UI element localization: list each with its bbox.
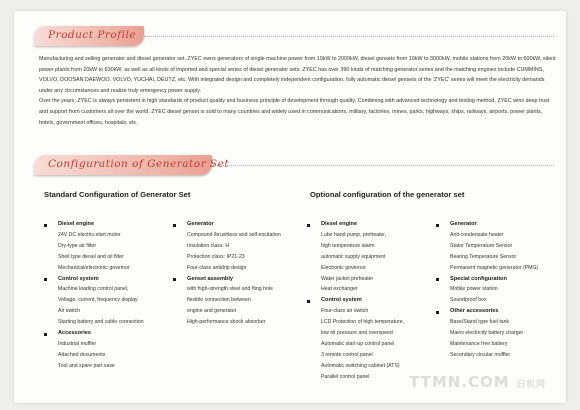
config-list-item: Insulation class: H xyxy=(187,242,230,249)
bullet-icon xyxy=(44,333,47,336)
config-list-item: Air switch xyxy=(58,308,81,315)
bullet-icon xyxy=(307,224,310,227)
optional-config-heading: Optional configuration of the generator set xyxy=(310,190,465,199)
config-group-heading: Diesel engine xyxy=(321,221,358,227)
config-list-item: Four-class air switch xyxy=(321,308,369,315)
config-list-item: engine and generator xyxy=(187,308,237,315)
config-group-heading: Accessories xyxy=(58,330,91,336)
configuration-banner xyxy=(34,155,230,175)
config-group-heading: Generator xyxy=(187,221,214,227)
config-list-item: Mechanical/electronic governor xyxy=(58,264,130,271)
profile-paragraph: Over the years, ZYEC is always persistent in high standards of product quality and business principle of development through quality. Combining with advanced technology and testing method, ZYEC wins deep trust and support from customers all over the world. ZYEC diesel genset is sold to many countries and widely used in communications, military, factories, mines, parks, highways, ships, railways, airports, power plants, hotels, government offices, hospitals, etc. xyxy=(39,98,550,126)
product-profile-text xyxy=(39,54,557,128)
bullet-icon xyxy=(173,224,176,227)
config-group-heading: Generator xyxy=(450,221,477,227)
config-list-item: Base/Stand type fuel tank xyxy=(450,319,510,326)
config-list-item: Soundproof box xyxy=(450,297,487,304)
config-list-item: Secondary circular muffler xyxy=(450,351,511,358)
config-list-item: Permanent magnetic generator (PMG) xyxy=(450,264,539,271)
bullet-icon xyxy=(173,278,176,281)
bullet-icon xyxy=(436,311,439,314)
config-group-heading: Other accessories xyxy=(450,308,499,315)
config-list-item: Protection class: IP21-23 xyxy=(187,253,245,260)
product-profile-title: Product Profile xyxy=(48,29,137,41)
config-list-item: Attached documents xyxy=(58,351,106,358)
config-list-item: Machine loading control panel, xyxy=(58,286,129,293)
config-list-item: Heat exchanger xyxy=(321,286,358,293)
watermark-text: TTMN.COM xyxy=(409,373,510,391)
config-list-item: Water jacket preheater xyxy=(321,275,374,282)
brochure-page xyxy=(14,11,566,403)
configuration-rule xyxy=(212,165,554,166)
watermark-subtext: 旧机网 xyxy=(515,380,546,390)
config-list-item: Dry-type air filter xyxy=(58,242,97,249)
config-list-item: high temperature alarm xyxy=(321,242,375,249)
config-group-heading: Control system xyxy=(321,297,362,304)
config-list-item: automatic supply equipment xyxy=(321,253,386,260)
config-list-item: Tool and spare part case xyxy=(58,362,115,369)
profile-paragraph: Manufacturing and selling generator and diesel generator set, ZYEC owns generators of single-machine power from 10kW to 2000kW, diesel gensets from 10kW to 3000kW, mobile stations from 20kW to 600kW, silent power plants from 20kW to 630kW, as well as all kinds of imported and special series of diesel generator sets. ZYEC has over 390 kinds of matching generator series and the matching engines include CUMMINS, VOLVO, DOOSAN DAEWOO, VOLVO, YUCHAI, DEUTZ, etc. With integrated design and completely independent configuration, fully automatic diesel gensets of the 'ZYEC' series will meet the electricity demands under any circumstances and realize truly emergency power supply. xyxy=(39,56,556,94)
config-list-item: 3 remote control panel xyxy=(321,351,373,358)
config-list-item: 24V DC electric-start motor xyxy=(58,231,121,238)
config-list-item: High-performance shock absorber xyxy=(187,319,266,326)
config-list-item: Shell type diesel and oil filter xyxy=(58,253,124,260)
config-list-item: Automatic switching cabinet (ATS) xyxy=(321,362,400,369)
config-list-item: Lube hand pump, preheater, xyxy=(321,231,387,238)
product-profile-rule xyxy=(144,36,554,37)
product-profile-banner xyxy=(34,26,144,46)
config-list-item: Compound /brushless and self-excitation xyxy=(187,231,281,238)
config-group-heading: Special configuration xyxy=(450,275,507,282)
config-list-item: Mobile power station xyxy=(450,286,498,293)
config-list-item: Electronic governor xyxy=(321,264,366,271)
bullet-icon xyxy=(44,224,47,227)
bullet-icon xyxy=(436,278,439,281)
config-list-item: Maintenance free battery xyxy=(450,340,508,347)
bullet-icon xyxy=(307,300,310,303)
bullet-icon xyxy=(436,224,439,227)
config-list-item: LCD Protection of high temperature, xyxy=(321,319,405,326)
config-list-item: Mains electricity battery charger xyxy=(450,330,524,336)
config-list-item: Anti-condensate heater xyxy=(450,231,504,238)
config-list-item: Industrial muffler xyxy=(58,340,97,347)
config-list-item: Starting battery and cable connection xyxy=(58,319,144,326)
config-group-heading: Diesel engine xyxy=(58,221,95,227)
bullet-icon xyxy=(44,278,47,281)
config-list-item: Parallel control panel xyxy=(321,373,370,380)
site-watermark xyxy=(409,373,546,391)
config-list-item: with high-strength steel and fting hole xyxy=(187,286,273,293)
config-list-item: Stator Temperature Sensor xyxy=(450,242,513,249)
config-group-heading: Genset assembly xyxy=(187,275,234,282)
config-list-item: Bearing Temperature Sensor xyxy=(450,253,517,260)
config-list-item: Four-class antidrip design xyxy=(187,264,247,271)
config-group-heading: Control system xyxy=(58,275,99,282)
config-list-item: low oil pressure and overspeed xyxy=(321,330,393,336)
config-list-item: flexible connection between xyxy=(187,297,251,304)
standard-config-heading: Standard Configuration of Generator Set xyxy=(44,190,191,199)
configuration-title: Configuration of Generator Set xyxy=(48,158,230,170)
config-list-item: Voltage, current, frequency display xyxy=(58,297,138,304)
config-list-item: Automatic start-up control panel xyxy=(321,340,395,347)
